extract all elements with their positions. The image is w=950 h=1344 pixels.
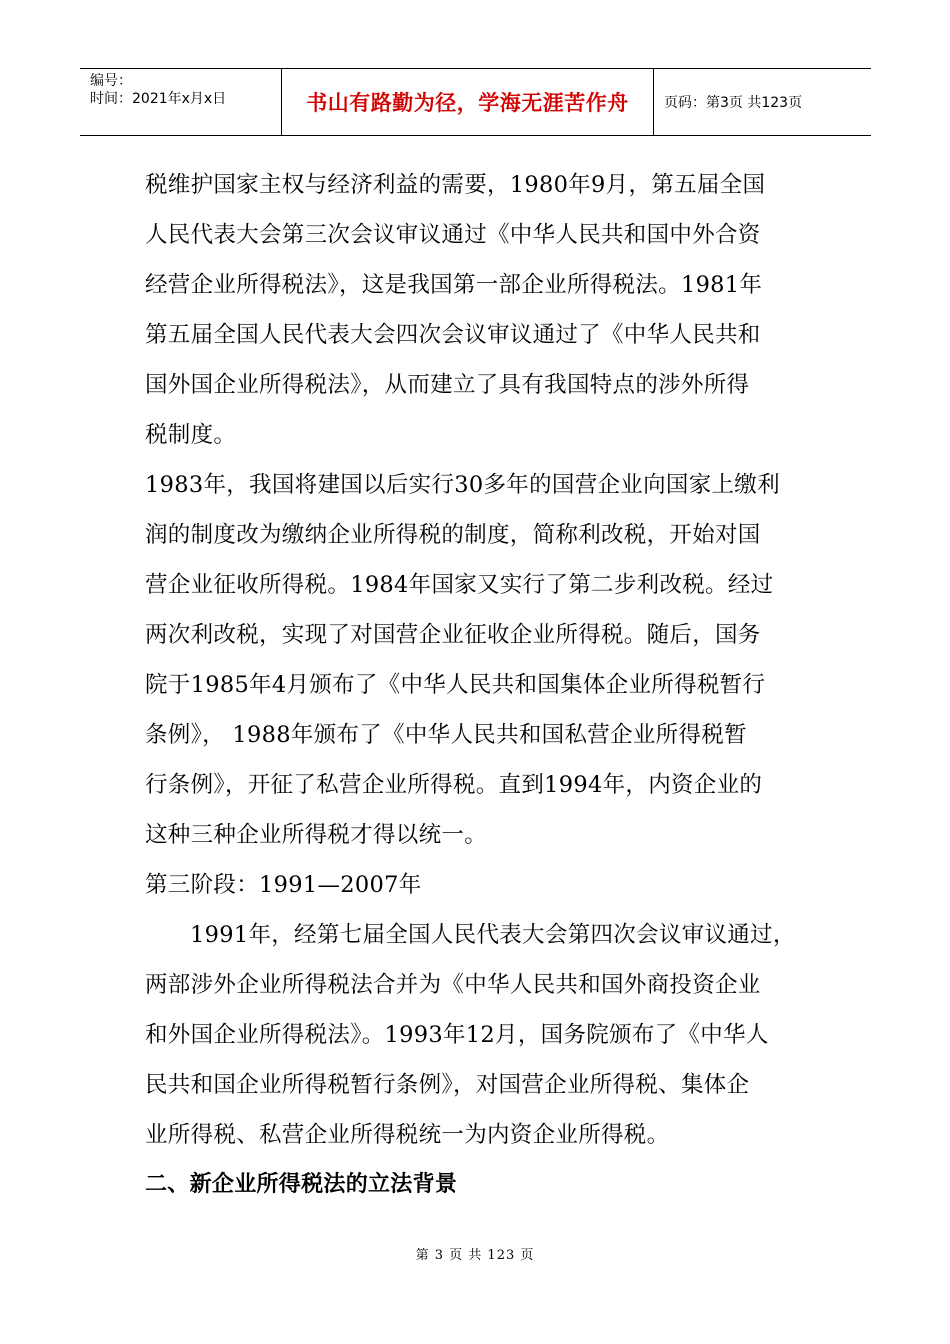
body-line: 税制度。 — [145, 422, 237, 448]
body-line: 税维护国家主权与经济利益的需要，1980年9月，第五届全国 — [145, 172, 766, 198]
body-line: 两次利改税，实现了对国营企业征收企业所得税。随后，国务 — [145, 622, 761, 648]
header-page-info: 页码：第3页 共123页 — [664, 95, 803, 111]
body-line: 国外国企业所得税法》，从而建立了具有我国特点的涉外所得 — [145, 372, 750, 398]
body-line: 条例》， 1988年颁布了《中华人民共和国私营企业所得税暂 — [145, 722, 747, 748]
body-line: 第五届全国人民代表大会四次会议审议通过了《中华人民共和 — [145, 322, 761, 348]
body-line: 经营企业所得税法》，这是我国第一部企业所得税法。1981年 — [145, 272, 763, 298]
body-line: 1983年，我国将建国以后实行30多年的国营企业向国家上缴利 — [145, 472, 780, 498]
document-date: 时间：2021年x月x日 — [90, 91, 227, 107]
page-footer: 第 3 页 共 123 页 — [415, 1248, 535, 1263]
body-line: 院于1985年4月颁布了《中华人民共和国集体企业所得税暂行 — [145, 672, 766, 698]
body-line: 营企业征收所得税。1984年国家又实行了第二步利改税。经过 — [145, 572, 774, 598]
body-line: 民共和国企业所得税暂行条例》，对国营企业所得税、集体企 — [145, 1072, 750, 1098]
body-line: 润的制度改为缴纳企业所得税的制度，简称利改税，开始对国 — [145, 522, 761, 548]
body-line: 人民代表大会第三次会议审议通过《中华人民共和国中外合资 — [145, 222, 761, 248]
header-meta — [80, 69, 282, 135]
header-motto: 书山有路勤为径，学海无涯苦作舟 — [282, 69, 654, 135]
page-header — [80, 68, 871, 136]
body-line: 行条例》，开征了私营企业所得税。直到1994年，内资企业的 — [145, 772, 763, 798]
section-heading: 二、新企业所得税法的立法背景 — [145, 1172, 458, 1197]
body-line: 两部涉外企业所得税法合并为《中华人民共和国外商投资企业 — [145, 972, 761, 998]
body-line: 1991年，经第七届全国人民代表大会第四次会议审议通过， — [190, 922, 796, 948]
body-line: 和外国企业所得税法》。1993年12月，国务院颁布了《中华人 — [145, 1022, 769, 1048]
body-line: 业所得税、私营企业所得税统一为内资企业所得税。 — [145, 1122, 670, 1148]
section-label: 第三阶段：1991—2007年 — [145, 872, 422, 898]
document-body — [145, 160, 810, 1210]
document-number-label: 编号： — [90, 73, 132, 89]
body-line: 这种三种企业所得税才得以统一。 — [145, 822, 488, 848]
